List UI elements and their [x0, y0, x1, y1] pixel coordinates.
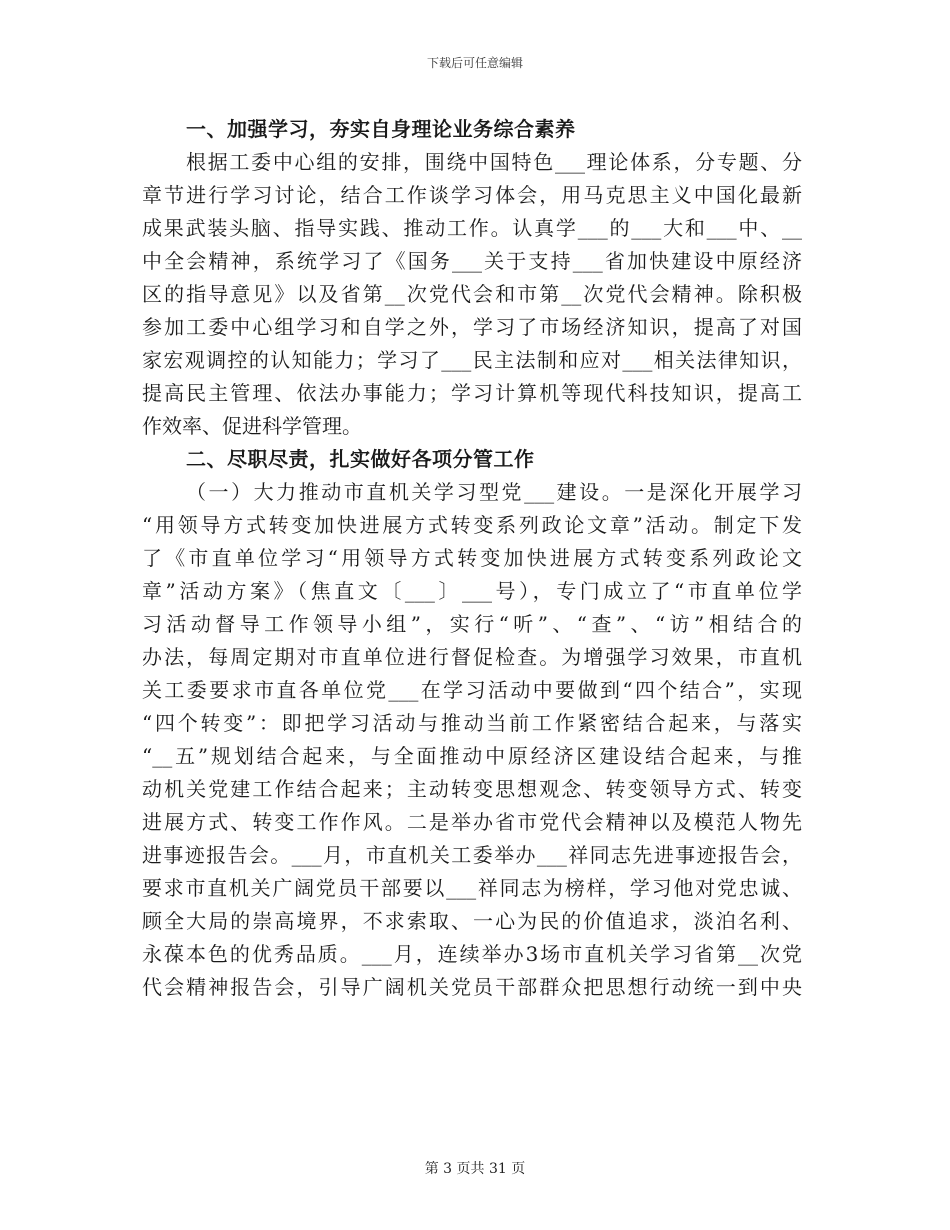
paragraph-1 [142, 146, 802, 443]
page-header-note: 下载后可任意编辑 [426, 56, 523, 70]
document-body [142, 113, 802, 1004]
text-line: 提高民主管理、依法办事能力；学习计算机等现代科技知识，提高工 [142, 381, 802, 405]
text-line: 了《市直单位学习“用领导方式转变加快进展方式转变系列政论文 [142, 546, 802, 570]
text-line: 习活动督导工作领导小组”，实行“听”、“查”、“访”相结合的 [142, 612, 802, 636]
text-line: 中全会精神，系统学习了《国务___关于支持___省加快建设中原经济 [142, 249, 802, 273]
section-heading-2: 二、尽职尽责，扎实做好各项分管工作 [186, 447, 535, 471]
text-line: 家宏观调控的认知能力；学习了___民主法制和应对___相关法律知识， [142, 348, 802, 372]
section-heading-1: 一、加强学习，夯实自身理论业务综合素养 [186, 117, 576, 141]
text-line: 参加工委中心组学习和自学之外，学习了市场经济知识，提高了对国 [142, 315, 802, 339]
text-line: 进事迹报告会。___月，市直机关工委举办___祥同志先进事迹报告会， [142, 843, 802, 867]
text-line: 根据工委中心组的安排，围绕中国特色___理论体系，分专题、分 [186, 150, 802, 174]
paragraph-2 [142, 476, 802, 1004]
text-line: 办法，每周定期对市直单位进行督促检查。为增强学习效果，市直机 [142, 645, 802, 669]
text-line: 要求市直机关广阔党员干部要以___祥同志为榜样，学习他对党忠诚、 [142, 876, 802, 900]
text-line: 区的指导意见》以及省第__次党代会和市第__次党代会精神。除积极 [142, 282, 802, 306]
page-footer: 第 3 页共 31 页 [424, 1161, 526, 1177]
text-line: 关工委要求市直各单位党___在学习活动中要做到“四个结合”，实现 [142, 678, 802, 702]
text-line: “__五”规划结合起来，与全面推动中原经济区建设结合起来，与推 [142, 744, 802, 768]
text-line: 顾全大局的崇高境界，不求索取、一心为民的价值追求，淡泊名利、 [142, 909, 802, 933]
text-line: 永葆本色的优秀品质。___月，连续举办3场市直机关学习省第__次党 [142, 942, 802, 966]
text-line: 进展方式、转变工作作风。二是举办省市党代会精神以及模范人物先 [142, 810, 802, 834]
text-line: 成果武装头脑、指导实践、推动工作。认真学___的___大和___中、__ [142, 216, 802, 240]
text-line: （一）大力推动市直机关学习型党___建设。一是深化开展学习 [186, 480, 802, 504]
text-line: 章节进行学习讨论，结合工作谈学习体会，用马克思主义中国化最新 [142, 183, 802, 207]
text-line: 章”活动方案》（焦直文〔___〕___号），专门成立了“市直单位学 [142, 579, 802, 603]
text-line: “四个转变”：即把学习活动与推动当前工作紧密结合起来，与落实 [142, 711, 802, 735]
text-line: 作效率、促进科学管理。 [142, 414, 362, 438]
text-line: 代会精神报告会，引导广阔机关党员干部群众把思想行动统一到中央 [142, 975, 802, 999]
text-line: 动机关党建工作结合起来；主动转变思想观念、转变领导方式、转变 [142, 777, 802, 801]
text-line: “用领导方式转变加快进展方式转变系列政论文章”活动。制定下发 [142, 513, 802, 537]
